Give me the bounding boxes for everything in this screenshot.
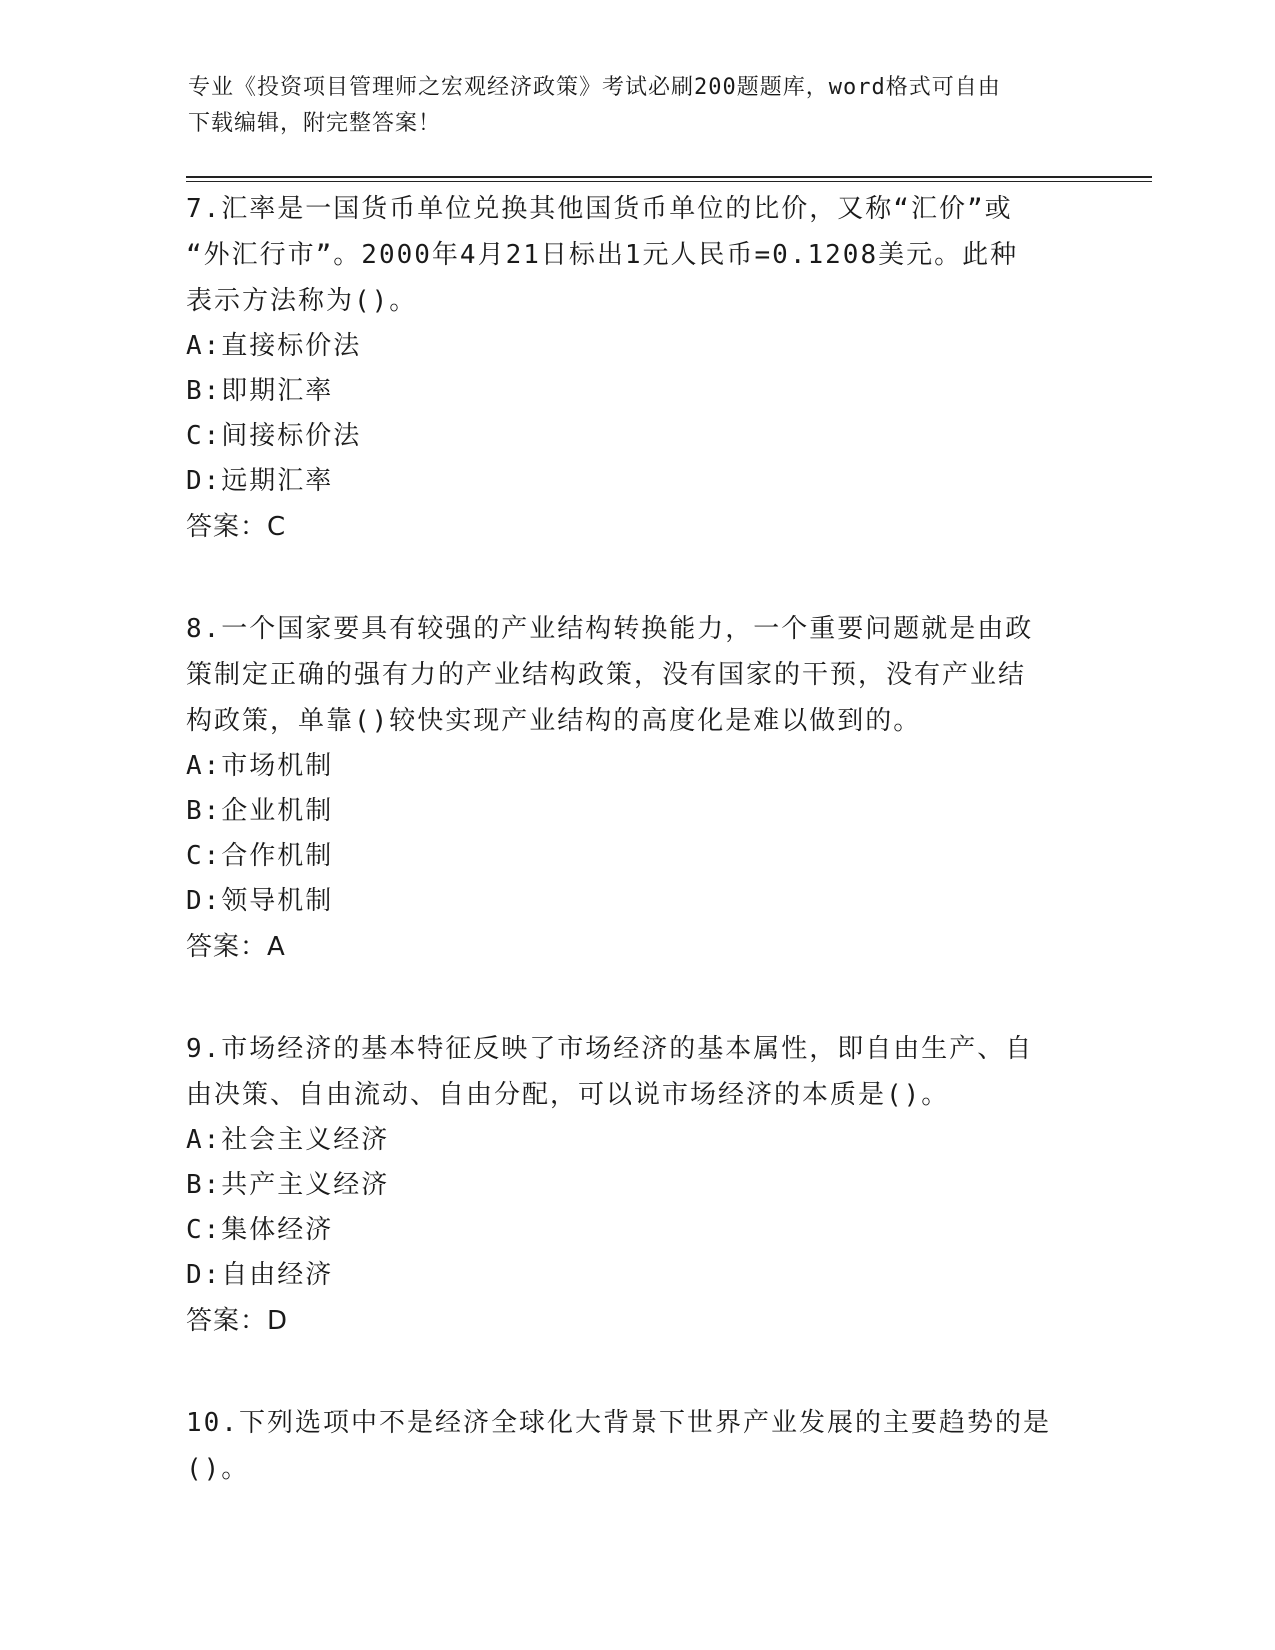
question-text-line: 7.汇率是一国货币单位兑换其他国货币单位的比价，又称“汇价”或 bbox=[186, 194, 1013, 224]
answer-label: 答案：D bbox=[186, 1306, 289, 1336]
question-text-line: “外汇行市”。2000年4月21日标出1元人民币=0.1208美元。此种 bbox=[186, 240, 1019, 270]
header-rule-thin bbox=[186, 181, 1152, 182]
option-d: D:远期汇率 bbox=[186, 466, 334, 496]
option-a: A:市场机制 bbox=[186, 751, 334, 781]
option-c: C:集体经济 bbox=[186, 1215, 334, 1245]
option-c: C:间接标价法 bbox=[186, 421, 362, 451]
option-d: D:领导机制 bbox=[186, 886, 334, 916]
answer-label: 答案：C bbox=[186, 512, 287, 542]
option-a: A:直接标价法 bbox=[186, 331, 362, 361]
question-list bbox=[186, 186, 1086, 1548]
question-text-line: ()。 bbox=[186, 1454, 250, 1484]
question-text-line: 策制定正确的强有力的产业结构政策，没有国家的干预，没有产业结 bbox=[186, 660, 1027, 690]
question-text-line: 9.市场经济的基本特征反映了市场经济的基本属性，即自由生产、自 bbox=[186, 1034, 1034, 1064]
document-header bbox=[188, 70, 1068, 142]
question-text-line: 构政策，单靠()较快实现产业结构的高度化是难以做到的。 bbox=[186, 706, 922, 736]
header-line-2: 下载编辑，附完整答案！ bbox=[188, 111, 442, 136]
question-9 bbox=[186, 1026, 1086, 1344]
option-a: A:社会主义经济 bbox=[186, 1125, 390, 1155]
answer-label: 答案：A bbox=[186, 932, 286, 962]
option-d: D:自由经济 bbox=[186, 1260, 334, 1290]
question-text-line: 10.下列选项中不是经济全球化大背景下世界产业发展的主要趋势的是 bbox=[186, 1408, 1051, 1438]
option-b: B:共产主义经济 bbox=[186, 1170, 390, 1200]
option-b: B:企业机制 bbox=[186, 796, 334, 826]
question-text-line: 8.一个国家要具有较强的产业结构转换能力，一个重要问题就是由政 bbox=[186, 614, 1034, 644]
option-b: B:即期汇率 bbox=[186, 376, 334, 406]
header-line-1: 专业《投资项目管理师之宏观经济政策》考试必刷200题题库，word格式可自由 bbox=[188, 75, 1001, 100]
question-7 bbox=[186, 186, 1086, 550]
question-8 bbox=[186, 606, 1086, 970]
question-text-line: 由决策、自由流动、自由分配，可以说市场经济的本质是()。 bbox=[186, 1080, 950, 1110]
header-rule-thick bbox=[186, 176, 1152, 178]
option-c: C:合作机制 bbox=[186, 841, 334, 871]
question-10 bbox=[186, 1400, 1086, 1492]
question-text-line: 表示方法称为()。 bbox=[186, 286, 418, 316]
